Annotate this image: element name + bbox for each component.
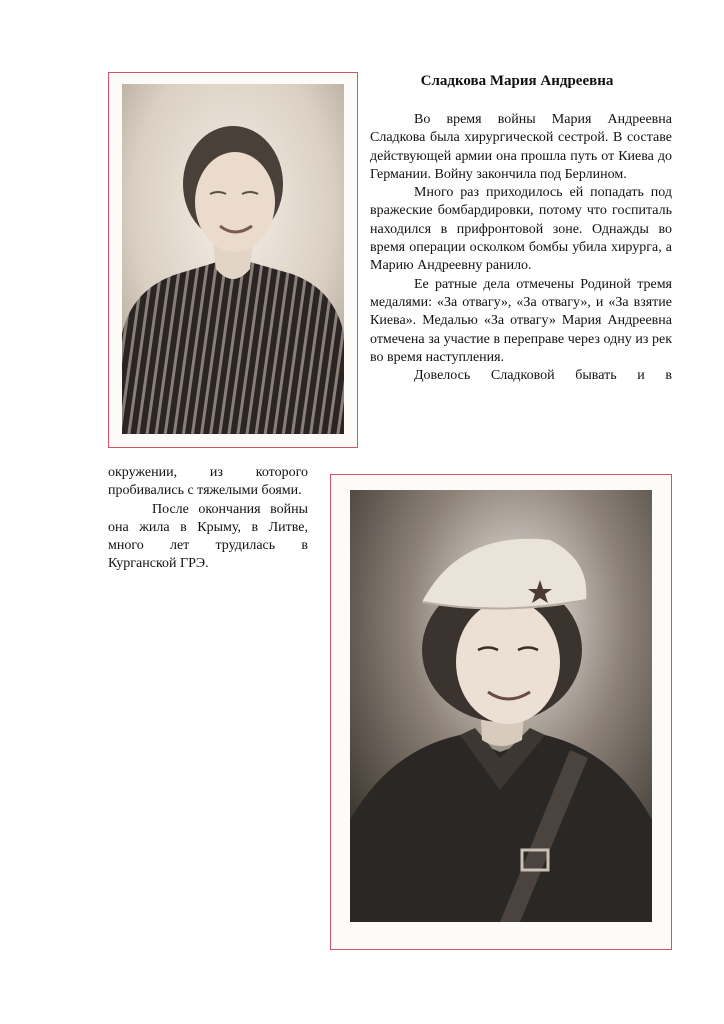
article-body-right bbox=[370, 111, 672, 385]
article-body-left bbox=[108, 464, 308, 574]
article-title: Сладкова Мария Андреевна bbox=[420, 73, 614, 89]
portrait-young-photo bbox=[350, 490, 652, 922]
paragraph-1: Во время войны Мария Андреевна Сладкова была хирургической сестрой. В составе действующей армии она прошла путь от Киева до Германии. Войну закончила под Берлином. bbox=[370, 112, 672, 182]
paragraph-6: После окончания войны она жила в Крыму, в Литве, много лет трудилась в Курганской ГРЭ. bbox=[108, 501, 308, 572]
portrait-elderly-photo bbox=[122, 84, 344, 434]
paragraph-3: Ее ратные дела отмечены Родиной тремя медалями: «За отвагу», «За отвагу», и «За взятие Киева». Медалью «За отвагу» Мария Андреевна отмечена за участие в переправе через одну из рек во время наступления. bbox=[370, 276, 672, 365]
paragraph-4: Довелось Сладковой бывать и в bbox=[414, 368, 672, 384]
paragraph-2: Много раз приходилось ей попадать под вражеские бомбардировки, потому что госпиталь находился в прифронтовой зоне. Однажды во время операции осколком бомбы убила хирурга, а Марию Андреевну ранило. bbox=[370, 185, 672, 274]
paragraph-5: окружении, из которого пробивались с тяжелыми боями. bbox=[108, 465, 308, 499]
